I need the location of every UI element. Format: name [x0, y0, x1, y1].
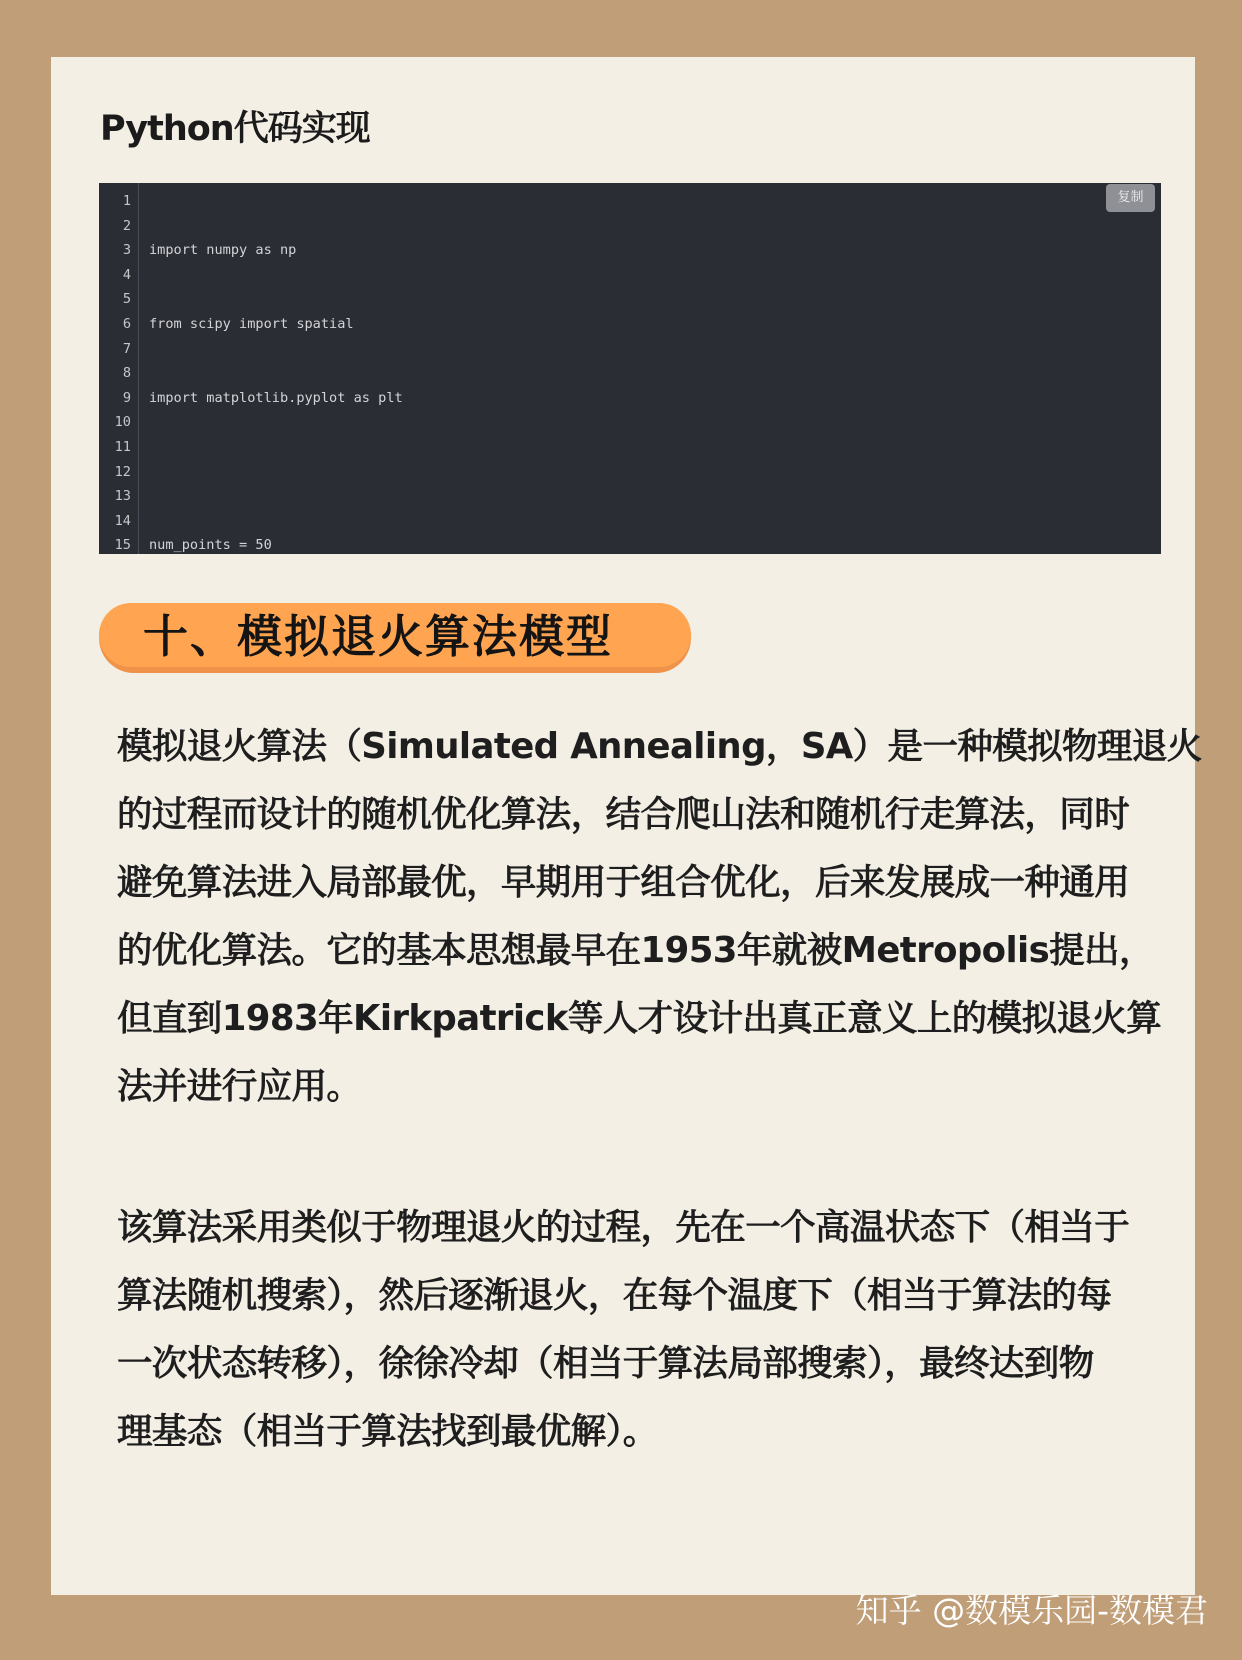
heading-banner: [99, 603, 691, 673]
intro-paragraph: [117, 713, 1202, 1121]
line-number: 8: [122, 365, 131, 382]
line-numbers: [99, 189, 131, 554]
watermark: 知乎 @数模乐园-数模君: [855, 1591, 1208, 1630]
code-line: from scipy import spatial: [149, 315, 354, 332]
content-card: [51, 57, 1202, 1595]
line-number: 12: [114, 463, 131, 480]
paragraph-line: 但直到1983年Kirkpatrick等人才设计出真正意义上的模拟退火算: [117, 998, 1162, 1039]
code-line: [149, 460, 1107, 485]
line-number: 3: [122, 242, 131, 259]
line-number: 15: [114, 537, 131, 554]
paragraph-line: 一次状态转移），徐徐冷却（相当于算法局部搜索），最终达到物: [117, 1343, 1094, 1384]
line-number: 6: [122, 315, 131, 332]
paragraph-line: 算法随机搜索），然后逐渐退火，在每个温度下（相当于算法的每: [117, 1275, 1112, 1316]
section-title: Python代码实现: [100, 109, 370, 149]
paragraph-line: 该算法采用类似于物理退火的过程，先在一个高温状态下（相当于: [117, 1207, 1130, 1248]
line-number: 10: [114, 414, 131, 431]
line-number: 9: [122, 389, 131, 406]
line-number: 2: [122, 217, 131, 234]
code-block: [99, 183, 1161, 554]
paragraph-line: 的优化算法。它的基本思想最早在1953年就被Metropolis提出，: [117, 930, 1154, 971]
paragraph-line: 模拟退火算法（Simulated Annealing，SA）是一种模拟物理退火: [117, 726, 1202, 767]
copy-button[interactable]: 复制: [1106, 184, 1155, 212]
paragraph-line: 法并进行应用。: [117, 1066, 362, 1107]
line-number-gutter: [99, 183, 139, 554]
code-line: num_points = 50: [149, 537, 272, 554]
line-number: 4: [122, 266, 131, 283]
line-number: 13: [114, 488, 131, 505]
code-lines: [149, 189, 1107, 554]
section-heading: 十、模拟退火算法模型: [143, 610, 614, 663]
line-number: 5: [122, 291, 131, 308]
line-number: 11: [114, 438, 131, 455]
code-line: import matplotlib.pyplot as plt: [149, 389, 403, 406]
paragraph-line: 的过程而设计的随机优化算法，结合爬山法和随机行走算法，同时: [117, 794, 1130, 835]
paragraph-line: 避免算法进入局部最优，早期用于组合优化，后来发展成一种通用: [117, 862, 1130, 903]
line-number: 1: [122, 193, 131, 209]
heading-banner-face: [99, 603, 691, 667]
line-number: 7: [122, 340, 131, 357]
line-number: 14: [114, 512, 131, 529]
paragraph-line: 理基态（相当于算法找到最优解）。: [117, 1411, 658, 1452]
process-paragraph: [117, 1194, 1167, 1466]
code-line: import numpy as np: [149, 242, 297, 259]
